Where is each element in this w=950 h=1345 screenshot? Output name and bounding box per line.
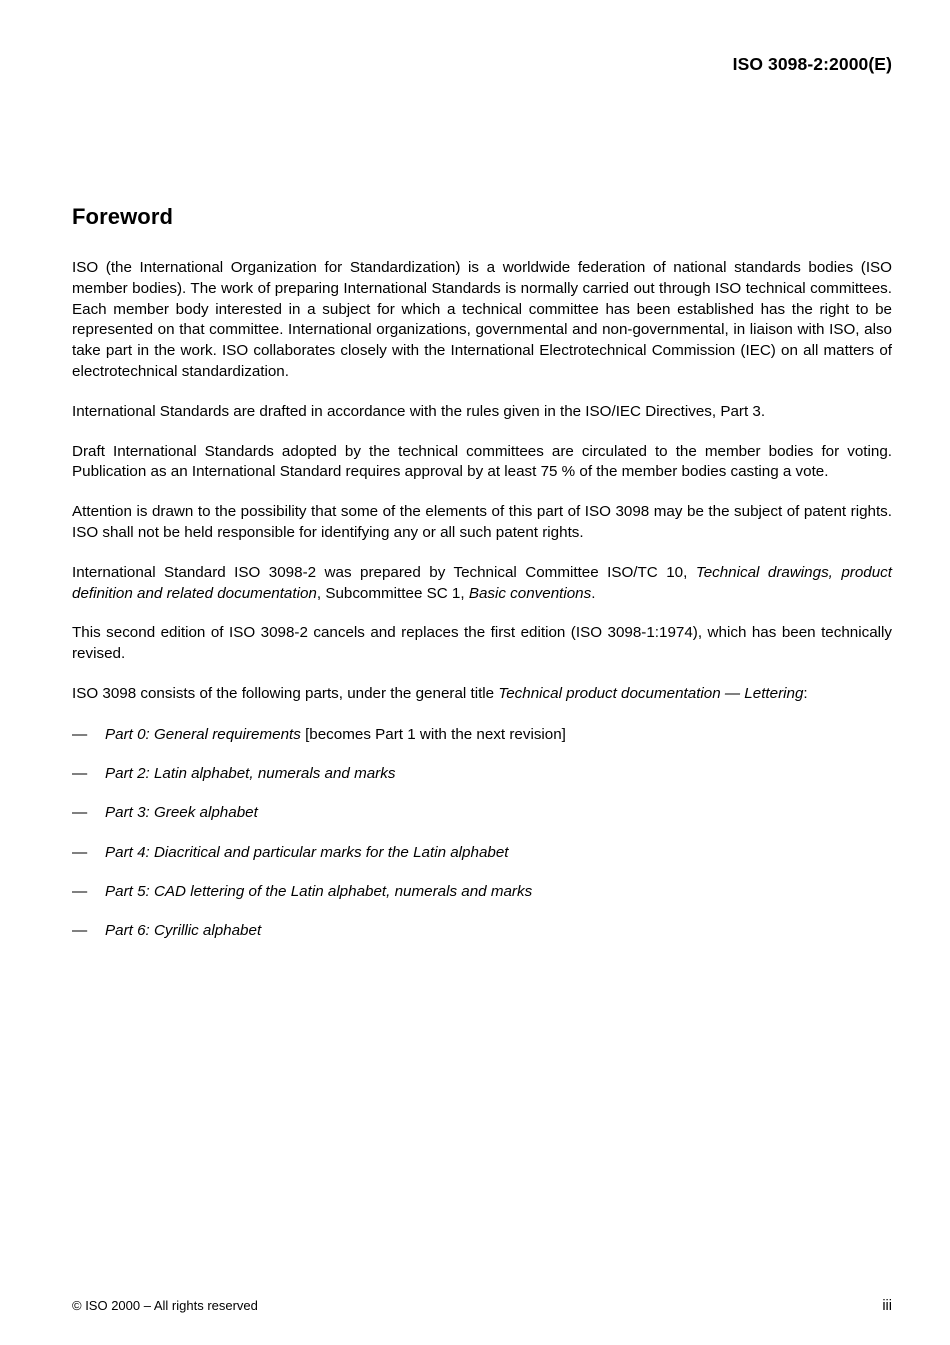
italic-run: Basic conventions — [468, 584, 592, 602]
italic-run: Part 6: Cyrillic alphabet — [105, 922, 262, 940]
em-dash-bullet-icon: — — [72, 804, 88, 822]
list-item — [72, 921, 892, 942]
italic-run: Part 4: Diacritical and particular marks for the Latin alphabet — [105, 843, 509, 861]
running-footer — [72, 1298, 892, 1314]
em-dash-bullet-icon: — — [72, 725, 88, 743]
italic-run: Part 0: General requirements — [105, 725, 301, 743]
list-item — [72, 803, 892, 824]
text-run: International Standards are drafted in accordance with the rules given in the ISO/IEC Directives, Part 3. — [72, 402, 766, 420]
text-run: , Subcommittee SC 1, — [316, 584, 469, 602]
body-paragraph — [72, 442, 892, 484]
list-item-label — [105, 922, 261, 939]
text-run: ISO 3098 consists of the following parts, under the general title — [72, 684, 499, 702]
body-paragraph — [72, 623, 892, 665]
body-paragraph — [72, 563, 892, 605]
running-header — [72, 54, 892, 75]
italic-run: Technical drawings, product definition and related documentation — [72, 563, 892, 602]
copyright-notice: © ISO 2000 – All rights reserved — [72, 1298, 258, 1313]
body-paragraph — [72, 258, 892, 383]
italic-run: Part 5: CAD lettering of the Latin alphabet, numerals and marks — [105, 882, 533, 900]
list-item — [72, 882, 892, 903]
body-paragraph — [72, 402, 892, 423]
text-run: . — [591, 584, 596, 602]
italic-run: Technical product documentation — Lettering — [498, 684, 804, 702]
standard-reference: ISO 3098-2:2000(E) — [732, 54, 892, 74]
text-run: Draft International Standards adopted by the technical committees are circulated to the member bodies for voting. Publication as an International Standard requires approval by at least 75 % of the member bodies casting a vote. — [72, 442, 892, 481]
text-run: : — [803, 684, 808, 702]
text-run: Attention is drawn to the possibility that some of the elements of this part of ISO 3098 may be the subject of patent rights. ISO shall not be held responsible for identifying any or all such patent rights. — [72, 503, 892, 541]
list-item — [72, 725, 892, 746]
list-item-label — [105, 883, 532, 900]
document-body — [72, 204, 892, 961]
italic-run: Part 2: Latin alphabet, numerals and marks — [105, 765, 396, 783]
em-dash-bullet-icon: — — [72, 882, 88, 900]
list-item-label — [105, 726, 566, 743]
em-dash-bullet-icon: — — [72, 922, 88, 940]
list-item-label — [105, 804, 258, 821]
body-paragraph — [72, 502, 892, 544]
italic-run: Part 3: Greek alphabet — [105, 804, 258, 822]
list-item-label — [105, 844, 509, 861]
text-run: This second edition of ISO 3098-2 cancels and replaces the first edition (ISO 3098-1:1974), which has been technically revised. — [72, 624, 892, 663]
em-dash-bullet-icon: — — [72, 843, 88, 861]
body-paragraph — [72, 684, 892, 705]
em-dash-bullet-icon: — — [72, 765, 88, 783]
page-number: iii — [882, 1298, 892, 1314]
text-run: [becomes Part 1 with the next revision] — [300, 725, 566, 743]
text-run: ISO (the International Organization for Standardization) is a worldwide federation of national standards bodies (ISO member bodies). The work of preparing International Standards is normally carried out through ISO technical committees. Each member body interested in a subject for which a technical committee has been established has the right to be represented on that committee. International organizations, governmental and non-governmental, in liaison with ISO, also take part in the work. ISO collaborates closely with the International Electrotechnical Commission (IEC) on all matters of electrotechnical standardization. — [72, 259, 892, 380]
paragraph-list — [72, 258, 892, 705]
standard-parts-list — [72, 725, 892, 942]
list-item — [72, 764, 892, 785]
page-title: Foreword — [72, 204, 174, 229]
list-item — [72, 843, 892, 864]
list-item-label — [105, 765, 395, 782]
text-run: International Standard ISO 3098-2 was prepared by Technical Committee ISO/TC 10, — [72, 563, 696, 581]
